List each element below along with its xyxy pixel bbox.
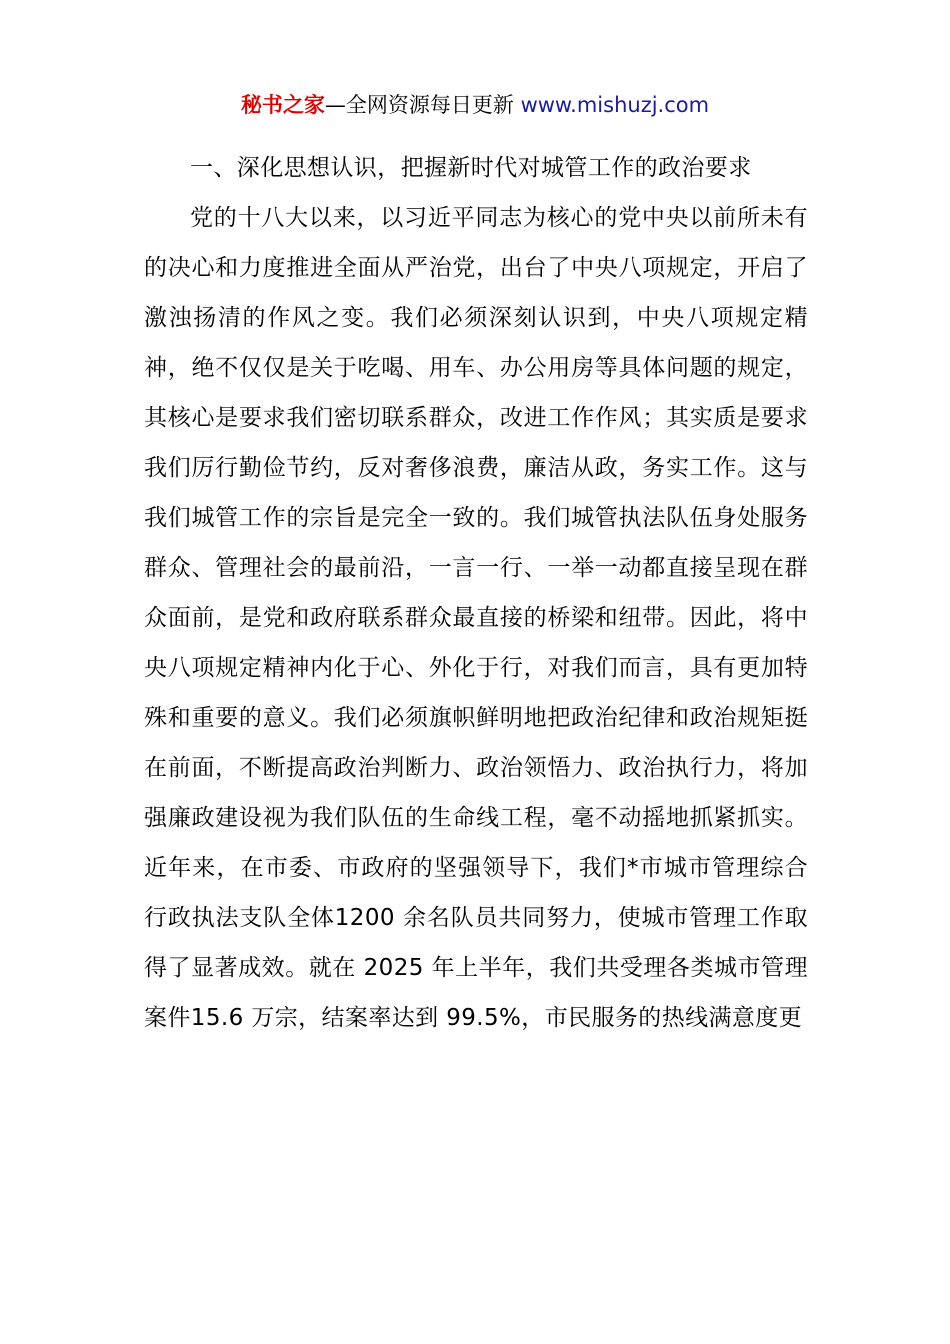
brand-name: 秘书之家 [240,93,325,117]
page-header [0,90,950,120]
document-body [144,143,808,1043]
body-paragraph: 党的十八大以来，以习近平同志为核心的党中央以前所未有的决心和力度推进全面从严治党，出台了中央八项规定，开启了激浊扬清的作风之变。我们必须深刻认识到，中央八项规定精神，绝不仅仅是关于吃喝、用车、办公用房等具体问题的规定，其核心是要求我们密切联系群众，改进工作作风；其实质是要求我们厉行勤俭节约，反对奢侈浪费，廉洁从政，务实工作。这与我们城管工作的宗旨是完全一致的。我们城管执法队伍身处服务群众、管理社会的最前沿，一言一行、一举一动都直接呈现在群众面前，是党和政府联系群众最直接的桥梁和纽带。因此，将中央八项规定精神内化于心、外化于行，对我们而言，具有更加特殊和重要的意义。我们必须旗帜鲜明地把政治纪律和政治规矩挺在前面，不断提高政治判断力、政治领悟力、政治执行力，将加强廉政建设视为我们队伍的生命线工程，毫不动摇地抓紧抓实。近年来，在市委、市政府的坚强领导下，我们*市城市管理综合行政执法支队全体1200 余名队员共同努力，使城市管理工作取得了显著成效。就在 2025 年上半年，我们共受理各类城市管理案件15.6 万宗，结案率达到 99.5%，市民服务的热线满意度更 [144,205,808,1031]
header-tagline: —全网资源每日更新 [324,93,514,117]
section-heading: 一、深化思想认识，把握新时代对城管工作的政治要求 [190,155,752,181]
site-url-link[interactable]: www.mishuzj.com [520,93,710,117]
